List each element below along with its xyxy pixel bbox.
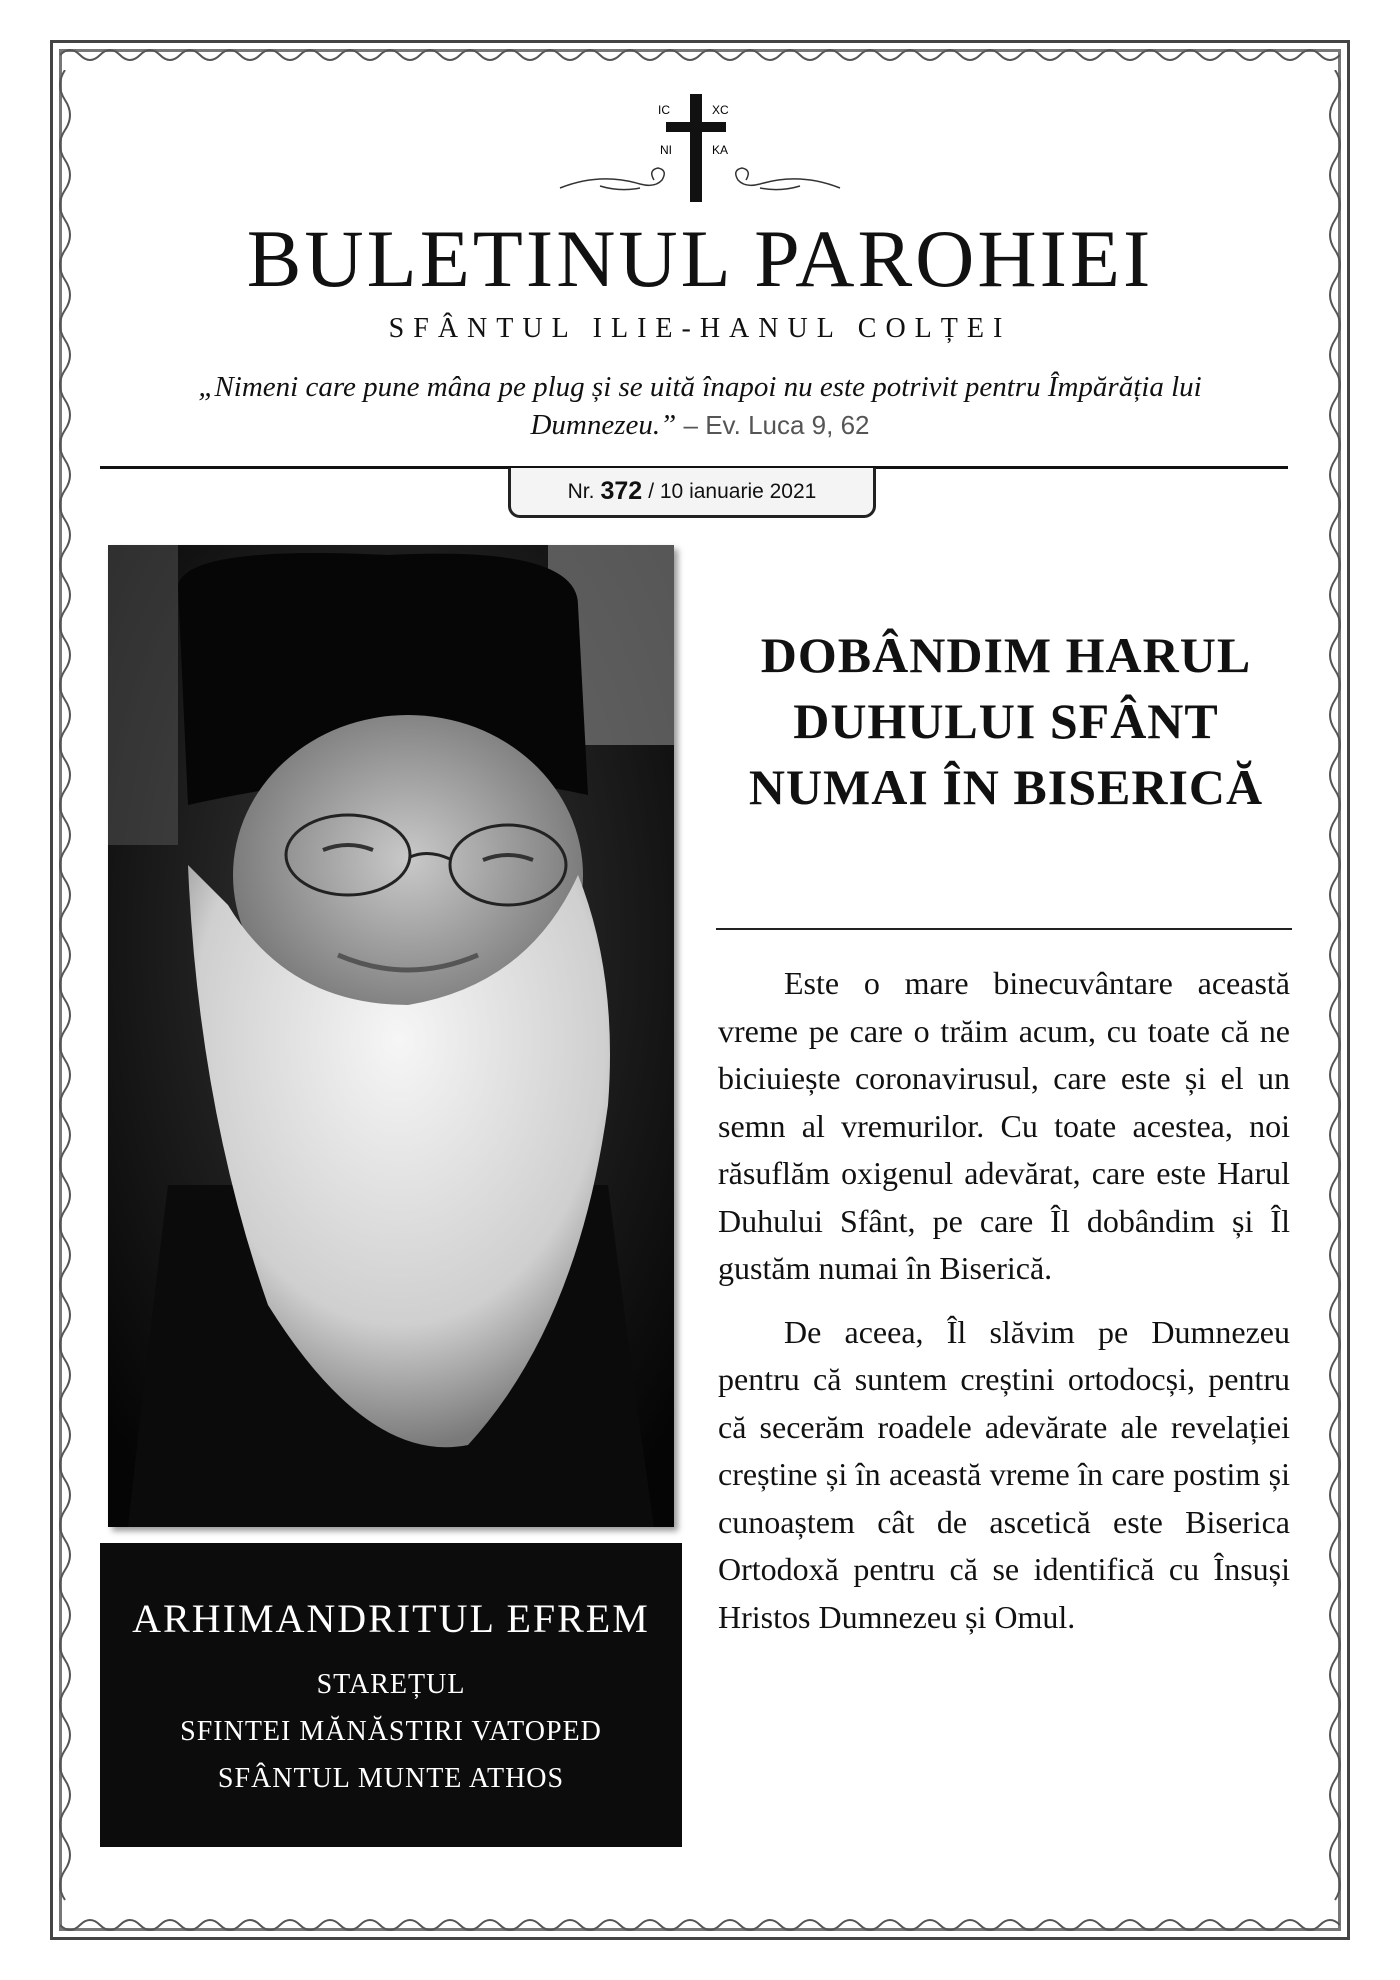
ornament-border-right [1325,70,1345,1910]
emblem-label-ic: IC [658,103,670,117]
portrait-illustration [108,545,674,1527]
article-headline: DOBÂNDIM HARUL DUHULUI SFÂNT NUMAI ÎN BISERICĂ [748,627,1264,815]
caption-role-line: SFINTEI MĂNĂSTIRI VATOPED [180,1716,602,1747]
caption-role-line: STAREȚUL [316,1669,466,1700]
epigraph-quote [180,368,1220,444]
issue-date: / 10 ianuarie 2021 [648,479,817,503]
caption-role [100,1661,682,1802]
issue-prefix: Nr. [567,479,595,503]
quote-reference: – Ev. Luca 9, 62 [683,410,870,440]
caption-box [100,1543,682,1847]
quote-text: „Nimeni care pune mâna pe plug și se uită înapoi nu este potrivit pentru Împărăția lui Dumnezeu.” [198,371,1202,441]
ornament-border-bottom [60,1915,1340,1935]
article-paragraph: Este o mare binecuvântare această vreme pe care o trăim acum, cu toate că ne biciuiește coronavirusul, care este și el un semn al vremurilor. Cu toate acestea, noi răsuflăm oxigenul adevărat, care este Harul Duhului Sfânt, pe care Îl dobândim și Îl gustăm numai în Biserică. [718,965,1290,1286]
emblem-label-xc: XC [712,103,729,117]
ornament-border-left [55,70,75,1910]
issue-tab [508,468,876,518]
caption-name: ARHIMANDRITUL EFREM [132,1596,650,1641]
ornament-border-top [60,45,1340,65]
masthead-subtitle: SFÂNTUL ILIE-HANUL COLȚEI [388,313,1012,344]
emblem-label-ni: NI [660,143,672,157]
article-body [718,960,1290,1657]
portrait-photo [108,545,674,1527]
cross-emblem [540,92,860,212]
headline-divider [716,928,1292,930]
flourish-left-icon [560,168,664,190]
emblem-label-ka: KA [712,143,729,157]
article-paragraph: De aceea, Îl slăvim pe Dumnezeu pentru că suntem creștini ortodocși, pentru că secerăm roadele adevărate ale revelației creștine și în această vreme în care postim și cunoaștem cât de ascetică este Biserica Ortodoxă pentru că se identifică cu Însuși Hristos Dumnezeu și Omul. [718,1313,1290,1635]
caption-role-line: SFÂNTUL MUNTE ATHOS [217,1763,565,1794]
flourish-right-icon [736,168,840,190]
issue-number: 372 [600,477,643,505]
masthead-title: BULETINUL PAROHIEI [246,213,1154,304]
